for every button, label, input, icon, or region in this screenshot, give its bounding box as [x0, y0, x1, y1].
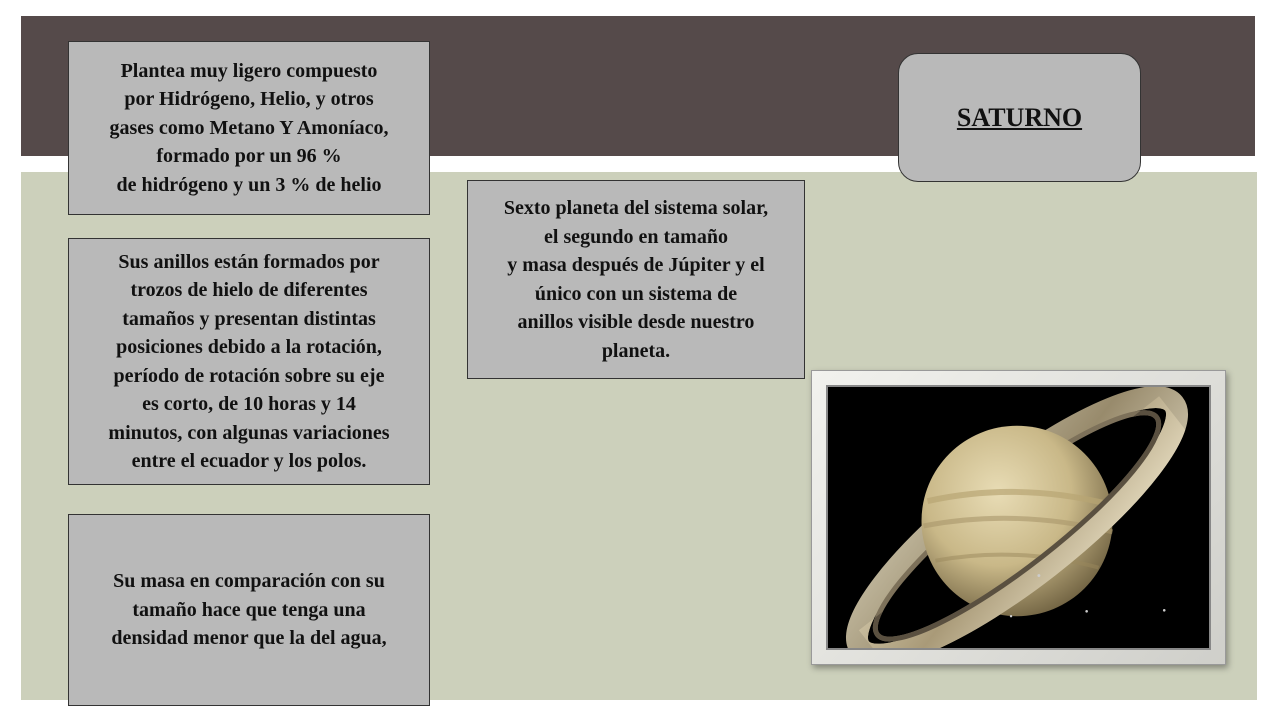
composition-text-box — [68, 41, 430, 215]
intro-text-box — [467, 180, 805, 379]
rings-text: Sus anillos están formados por trozos de hielo de diferentes tamaños y presentan distintas posiciones debido a la rotación, período de rotación sobre su eje es corto, de 10 horas y 14 minutos, con algunas variaciones entre el ecuador y los polos. — [108, 250, 390, 472]
saturn-illustration — [828, 387, 1209, 648]
saturn-picture-frame — [811, 370, 1226, 665]
saturn-image — [826, 385, 1211, 650]
title-box — [898, 53, 1141, 182]
intro-text: Sexto planeta del sistema solar, el segundo en tamaño y masa después de Júpiter y el único con un sistema de anillos visible desde nuestro planeta. — [503, 197, 769, 362]
mass-text: Su masa en comparación con su tamaño hace que tenga una densidad menor que la del agua, — [111, 570, 387, 650]
rings-text-box — [68, 238, 430, 485]
slide-title: SATURNO — [956, 102, 1083, 132]
mass-text-box — [68, 514, 430, 706]
composition-text: Plantea muy ligero compuesto por Hidrógeno, Helio, y otros gases como Metano Y Amoníaco, formado por un 96 % de hidrógeno y un 3 % de helio — [109, 59, 389, 196]
